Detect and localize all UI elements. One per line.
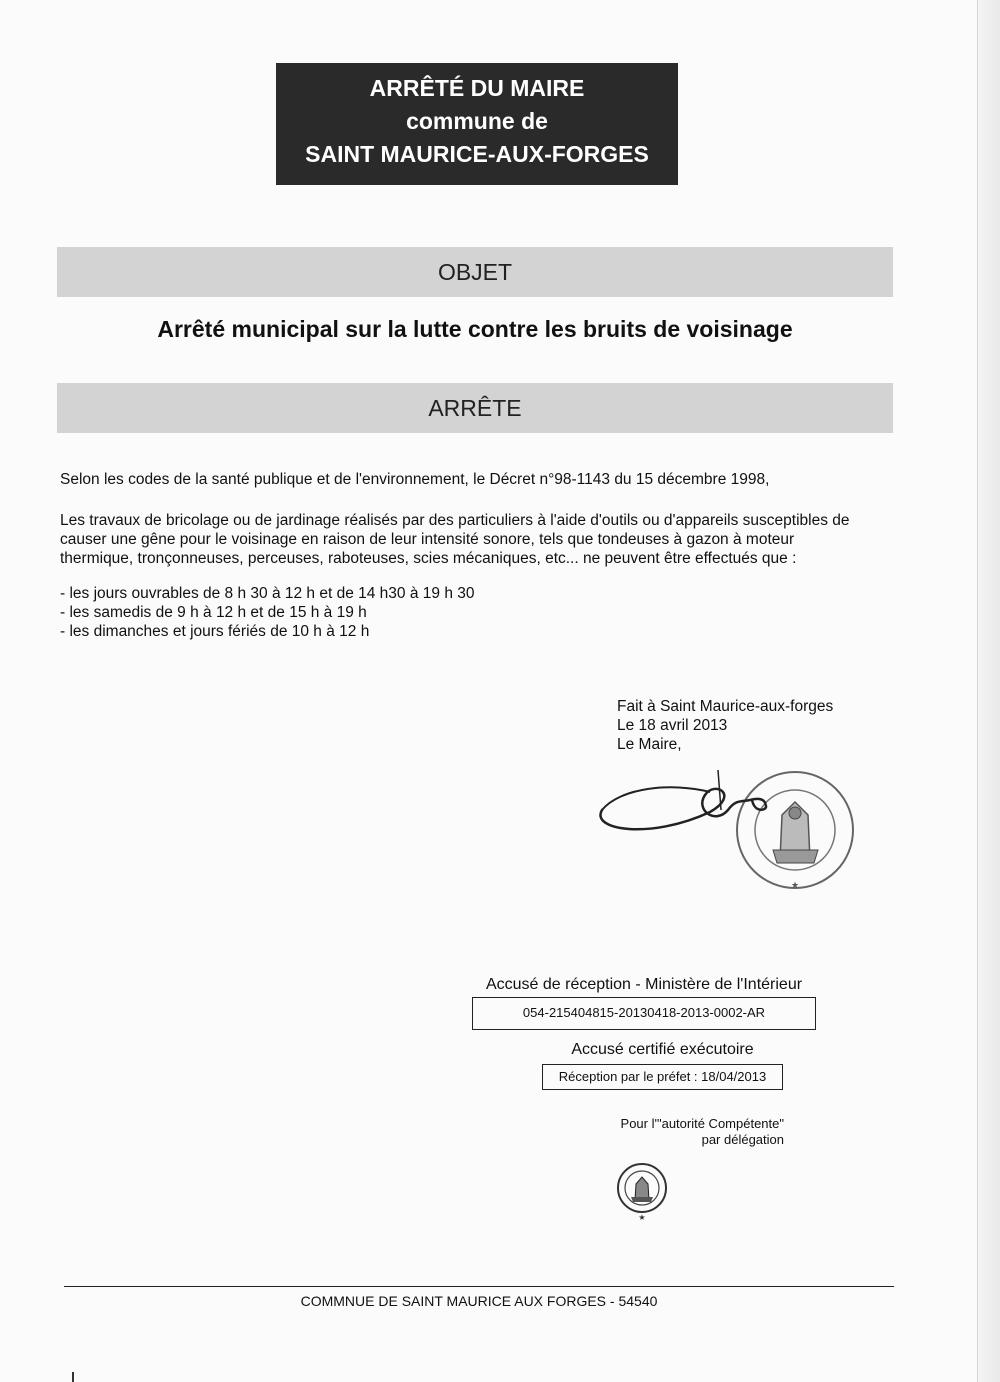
page-edge — [977, 0, 1000, 1382]
receipt-number-box: 054-215404815-20130418-2013-0002-AR — [472, 997, 816, 1030]
schedule-item-sundays: - les dimanches et jours fériés de 10 h à 12 h — [60, 623, 370, 640]
header-box — [276, 63, 678, 185]
margin-mark — [72, 1372, 74, 1382]
prefect-reception-box: Réception par le préfet : 18/04/2013 — [542, 1064, 783, 1090]
footer-text: COMMNUE DE SAINT MAURICE AUX FORGES - 54540 — [300, 1293, 658, 1309]
prefecture-seal-icon — [612, 1158, 672, 1228]
delegation-line: par délégation — [701, 1132, 784, 1147]
paragraph-line: Les travaux de bricolage ou de jardinage réalisés par des particuliers à l'aide d'outils ou d'appareils susceptibles de — [60, 512, 850, 529]
header-commune: SAINT MAURICE-AUX-FORGES — [305, 141, 649, 167]
authority-line: Pour l'"autorité Compétente" — [620, 1116, 784, 1131]
schedule-list — [60, 584, 900, 641]
svg-text:★: ★ — [790, 881, 800, 891]
signature-date: Le 18 avril 2013 — [617, 717, 728, 734]
paragraph-line: causer une gêne pour le voisinage en raison de leur intensité sonore, tels que tondeuses à gazon à moteur — [60, 531, 795, 548]
authority-note — [560, 1116, 784, 1148]
exec-title: Accusé certifié exécutoire — [571, 1041, 754, 1058]
schedule-item-weekdays: - les jours ouvrables de 8 h 30 à 12 h et de 14 h30 à 19 h 30 — [60, 585, 475, 602]
arrete-band: ARRÊTE — [57, 383, 893, 433]
signature-place: Fait à Saint Maurice-aux-forges — [617, 698, 834, 715]
intro-text: Selon les codes de la santé publique et de l'environnement, le Décret n°98-1143 du 15 décembre 1998, — [60, 471, 770, 488]
schedule-item-saturdays: - les samedis de 9 h à 12 h et de 15 h à 19 h — [60, 604, 367, 621]
signature-title: Le Maire, — [617, 736, 682, 753]
main-paragraph — [60, 511, 900, 568]
footer-divider — [64, 1286, 894, 1287]
header-subtitle: commune de — [406, 108, 548, 134]
town-stamp — [737, 772, 853, 891]
subject-title: Arrêté municipal sur la lutte contre les bruits de voisinage — [157, 316, 793, 342]
intro-paragraph — [60, 470, 900, 489]
mayor-signature-and-stamp — [590, 740, 890, 900]
objet-band: OBJET — [57, 247, 893, 297]
paragraph-line: thermique, tronçonneuses, perceuses, raboteuses, scies mécaniques, etc... ne peuvent être effectués que : — [60, 550, 797, 567]
handwritten-signature — [600, 770, 766, 829]
receipt-title: Accusé de réception - Ministère de l'Intérieur — [485, 976, 803, 993]
header-title: ARRÊTÉ DU MAIRE — [369, 75, 585, 101]
svg-text:★: ★ — [638, 1213, 646, 1222]
